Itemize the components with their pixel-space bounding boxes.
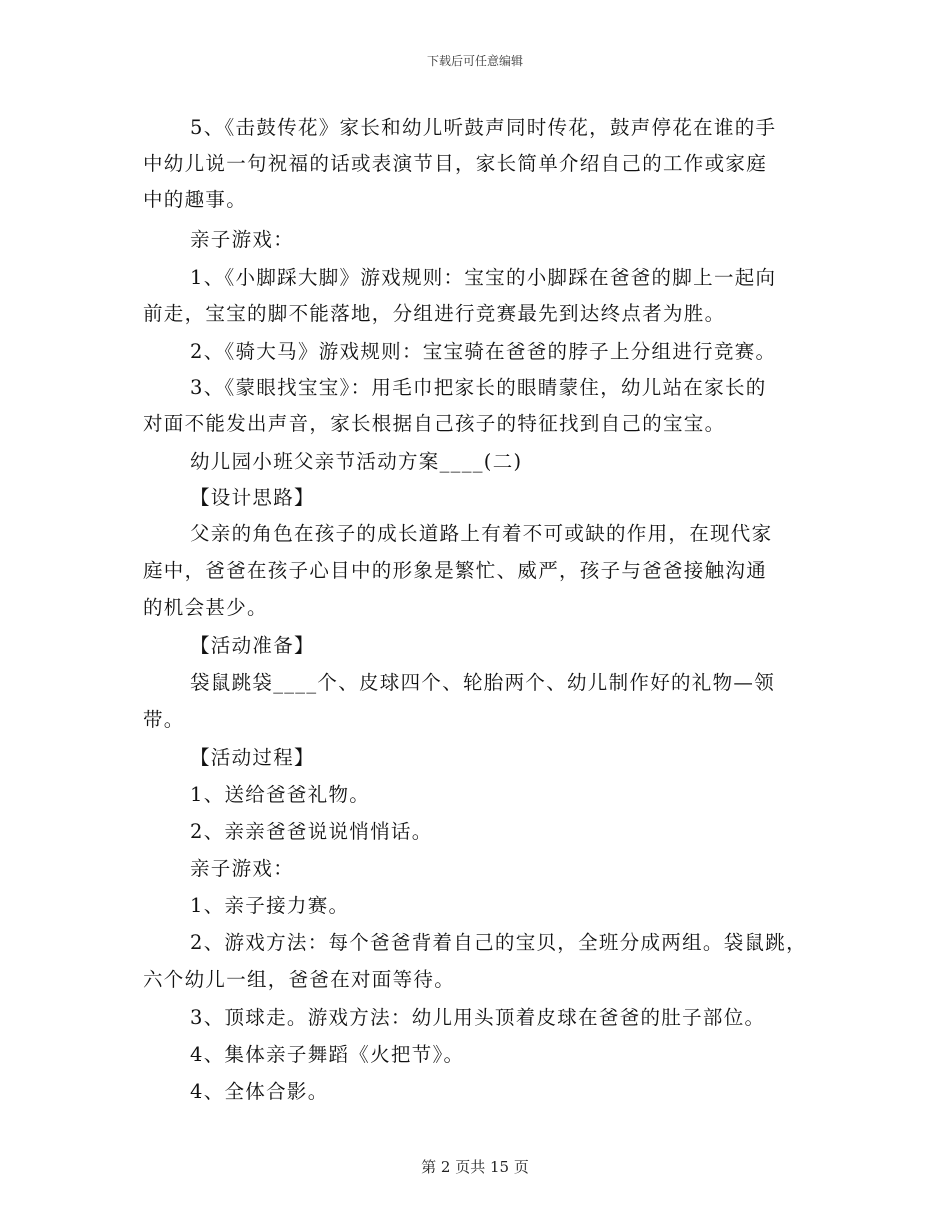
text-line: 3、顶球走。游戏方法：幼儿用头顶着皮球在爸爸的肚子部位。 — [190, 1006, 766, 1029]
page-header: 下载后可任意编辑 — [426, 54, 523, 68]
text-line: 【活动过程】 — [190, 746, 315, 769]
text-line: 亲子游戏： — [190, 228, 295, 251]
text-line: 2、游戏方法：每个爸爸背着自己的宝贝，全班分成两组。袋鼠跳， — [190, 931, 807, 954]
text-line: 六个幼儿一组，爸爸在对面等待。 — [143, 968, 456, 991]
text-line: 的机会甚少。 — [143, 596, 268, 619]
text-line: 2、亲亲爸爸说说悄悄话。 — [190, 820, 433, 843]
text-line: 袋鼠跳袋____个、皮球四个、轮胎两个、幼儿制作好的礼物—领 — [190, 671, 775, 694]
text-line: 庭中，爸爸在孩子心目中的形象是繁忙、威严，孩子与爸爸接触沟通 — [143, 559, 768, 582]
text-line: 带。 — [143, 708, 185, 731]
text-line: 亲子游戏： — [190, 857, 295, 880]
text-line: 【活动准备】 — [190, 634, 315, 657]
text-line: 4、全体合影。 — [190, 1080, 329, 1103]
text-line: 中幼儿说一句祝福的话或表演节目，家长简单介绍自己的工作或家庭 — [143, 152, 768, 175]
text-line: 对面不能发出声音，家长根据自己孩子的特征找到自己的宝宝。 — [143, 412, 726, 435]
text-line: 3、《蒙眼找宝宝》：用毛巾把家长的眼睛蒙住，幼儿站在家长的 — [190, 376, 767, 399]
page-footer: 第 2 页共 15 页 — [421, 1158, 529, 1176]
text-line: 中的趣事。 — [143, 188, 248, 211]
text-line: 1、送给爸爸礼物。 — [190, 783, 371, 806]
text-line: 2、《骑大马》游戏规则：宝宝骑在爸爸的脖子上分组进行竞赛。 — [190, 340, 777, 363]
text-line: 1、《小脚踩大脚》游戏规则：宝宝的小脚踩在爸爸的脚上一起向 — [190, 266, 777, 289]
text-line: 5、《击鼓传花》家长和幼儿听鼓声同时传花，鼓声停花在谁的手 — [190, 116, 777, 139]
text-line: 前走，宝宝的脚不能落地，分组进行竞赛最先到达终点者为胜。 — [143, 302, 726, 325]
text-line: 【设计思路】 — [190, 486, 315, 509]
text-line: 4、集体亲子舞蹈《火把节》。 — [190, 1043, 465, 1066]
text-line: 1、亲子接力赛。 — [190, 894, 350, 917]
text-line: 父亲的角色在孩子的成长道路上有着不可或缺的作用，在现代家 — [190, 522, 773, 545]
text-line: 幼儿园小班父亲节活动方案____(二) — [190, 450, 523, 473]
